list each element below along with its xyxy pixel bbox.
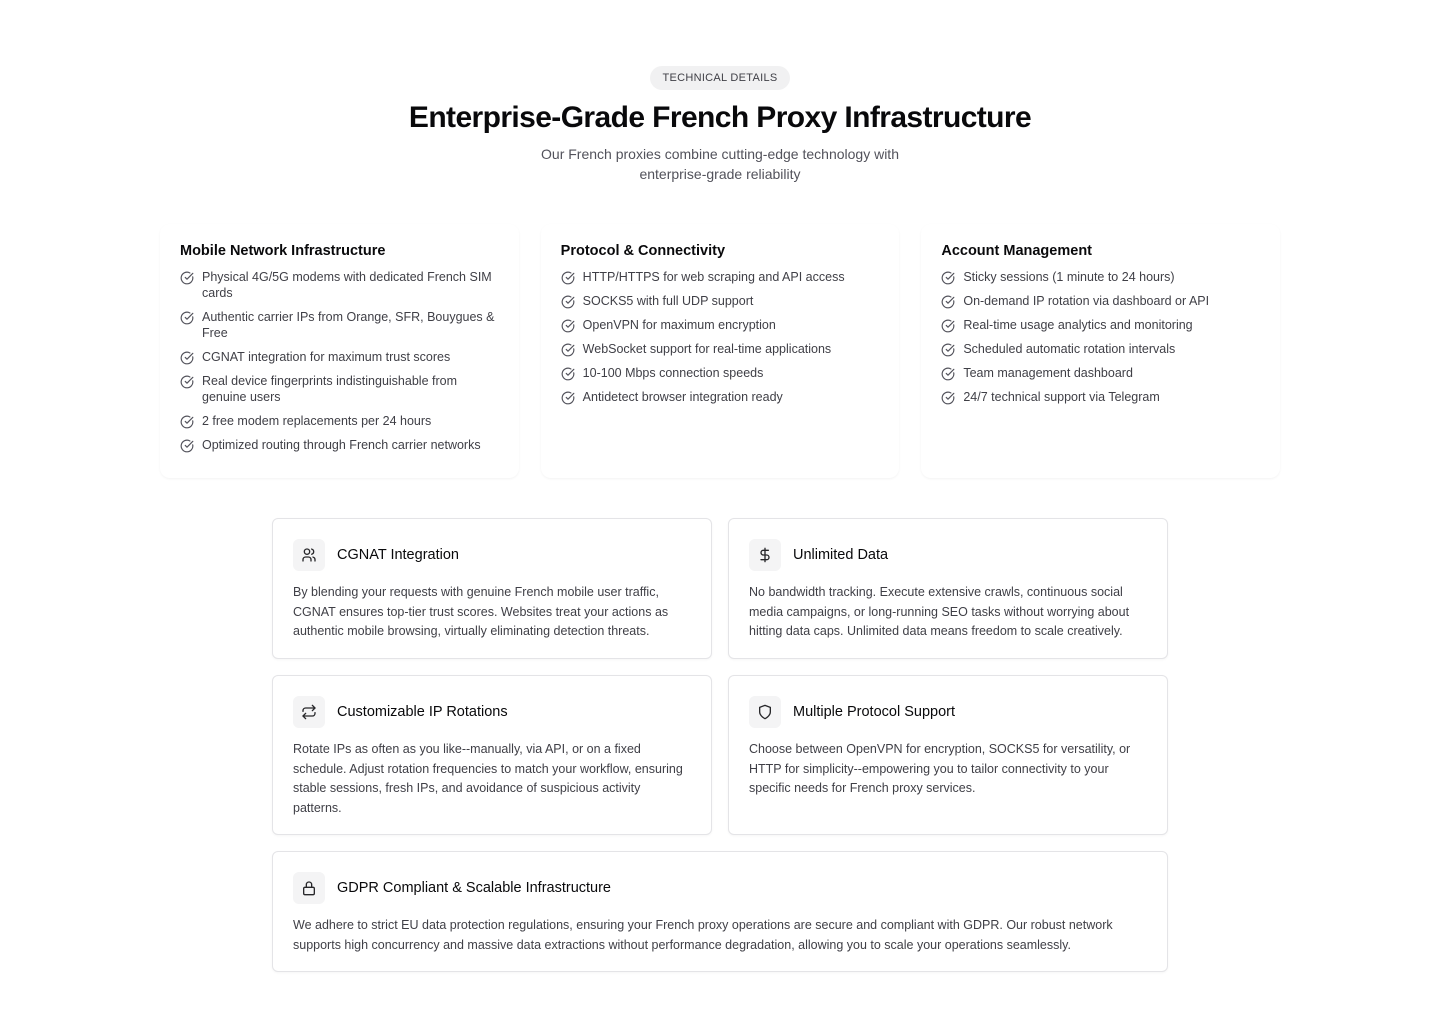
spec-list-item-text: HTTP/HTTPS for web scraping and API access — [582, 270, 845, 284]
feature-card-title: GDPR Compliant & Scalable Infrastructure — [337, 880, 611, 896]
spec-list-item-text: 24/7 technical support via Telegram — [963, 390, 1160, 404]
spec-list-item — [561, 389, 880, 405]
feature-card-description: By blending your requests with genuine French mobile user traffic, CGNAT ensures top-tier trust scores. Websites treat your actions as authentic mobile browsing, virtually eliminating detection threats. — [293, 585, 669, 638]
check-circle-icon — [941, 343, 955, 357]
spec-list-item-text: CGNAT integration for maximum trust scores — [202, 350, 451, 364]
check-circle-icon — [941, 319, 955, 333]
check-circle-icon — [941, 295, 955, 309]
spec-list-item — [180, 309, 499, 341]
feature-card-title: Unlimited Data — [793, 547, 889, 563]
rotate-arrows-icon — [293, 696, 325, 728]
spec-column-mobile-network — [160, 224, 519, 478]
spec-column-title: Mobile Network Infrastructure — [180, 243, 386, 259]
spec-list-item-text: 10-100 Mbps connection speeds — [582, 366, 764, 380]
page-title: Enterprise-Grade French Proxy Infrastructure — [408, 101, 1032, 134]
feature-card-protocol-support — [728, 675, 1168, 835]
spec-list-item-text: Authentic carrier IPs from Orange, SFR, Bouygues & Free — [202, 310, 495, 340]
section-badge: TECHNICAL DETAILS — [650, 66, 789, 90]
spec-list-item-text: Physical 4G/5G modems with dedicated French SIM cards — [202, 270, 492, 300]
spec-list-item — [180, 413, 499, 429]
feature-card-title: CGNAT Integration — [337, 547, 459, 563]
check-circle-icon — [941, 271, 955, 285]
spec-list-item — [941, 365, 1260, 381]
spec-column-account — [921, 224, 1280, 478]
spec-list-item-text: Antidetect browser integration ready — [582, 390, 783, 404]
spec-list-item-text: WebSocket support for real-time applications — [582, 342, 832, 356]
check-circle-icon — [941, 391, 955, 405]
spec-list-item-text: Real-time usage analytics and monitoring — [963, 318, 1193, 332]
spec-list-item — [180, 269, 499, 301]
spec-list-item — [941, 341, 1260, 357]
check-circle-icon — [561, 391, 575, 405]
check-circle-icon — [180, 439, 194, 453]
spec-list-item-text: Team management dashboard — [963, 366, 1133, 380]
feature-card-title: Multiple Protocol Support — [793, 704, 955, 720]
spec-list-item — [561, 317, 880, 333]
check-circle-icon — [561, 319, 575, 333]
check-circle-icon — [561, 343, 575, 357]
check-circle-icon — [180, 415, 194, 429]
spec-list-item — [180, 437, 499, 453]
feature-card-title: Customizable IP Rotations — [337, 704, 508, 720]
spec-list-item — [180, 349, 499, 365]
section-header — [0, 66, 1440, 184]
feature-card-gdpr — [272, 851, 1168, 972]
spec-list-item-text: Real device fingerprints indistinguishable from genuine users — [202, 374, 457, 404]
spec-list — [561, 269, 880, 405]
spec-list-item — [941, 293, 1260, 309]
spec-list-item — [561, 269, 880, 285]
spec-list-item-text: Optimized routing through French carrier networks — [202, 438, 481, 452]
check-circle-icon — [561, 295, 575, 309]
feature-card-description: Choose between OpenVPN for encryption, SOCKS5 for versatility, or HTTP for simplicity--empowering you to tailor connectivity to your specific needs for French proxy services. — [749, 742, 1131, 795]
lock-icon — [293, 872, 325, 904]
spec-column-title: Account Management — [941, 243, 1093, 259]
feature-card-description: Rotate IPs as often as you like--manually, via API, or on a fixed schedule. Adjust rotation frequencies to match your workflow, ensuring stable sessions, fresh IPs, and avoidance of suspicious activity patterns. — [293, 742, 683, 815]
feature-card-ip-rotations — [272, 675, 712, 835]
feature-card-cgnat — [272, 518, 712, 659]
spec-list-item — [561, 365, 880, 381]
feature-card-unlimited-data — [728, 518, 1168, 659]
spec-columns — [160, 224, 1280, 478]
spec-list — [941, 269, 1260, 405]
spec-list-item — [941, 389, 1260, 405]
spec-list-item-text: Scheduled automatic rotation intervals — [963, 342, 1176, 356]
feature-card-description: We adhere to strict EU data protection regulations, ensuring your French proxy operations are secure and compliant with GDPR. Our robust network supports high concurrency and massive data extractions without performance degradation, allowing you to scale your operations seamlessly. — [293, 918, 1113, 952]
check-circle-icon — [180, 271, 194, 285]
spec-list-item-text: Sticky sessions (1 minute to 24 hours) — [963, 270, 1175, 284]
check-circle-icon — [561, 367, 575, 381]
page-subtitle: Our French proxies combine cutting-edge technology with enterprise-grade reliability — [541, 146, 899, 182]
spec-list-item — [941, 317, 1260, 333]
spec-list-item-text: 2 free modem replacements per 24 hours — [202, 414, 432, 428]
users-icon — [293, 539, 325, 571]
check-circle-icon — [180, 375, 194, 389]
spec-list-item — [941, 269, 1260, 285]
check-circle-icon — [180, 351, 194, 365]
spec-list-item — [561, 341, 880, 357]
spec-list-item — [561, 293, 880, 309]
dollar-icon — [749, 539, 781, 571]
spec-list — [180, 269, 499, 453]
spec-list-item — [180, 373, 499, 405]
spec-list-item-text: OpenVPN for maximum encryption — [582, 318, 776, 332]
feature-card-description: No bandwidth tracking. Execute extensive crawls, continuous social media campaigns, or long-running SEO tasks without worrying about hitting data caps. Unlimited data means freedom to scale creatively. — [749, 585, 1130, 638]
check-circle-icon — [180, 311, 194, 325]
check-circle-icon — [941, 367, 955, 381]
shield-icon — [749, 696, 781, 728]
check-circle-icon — [561, 271, 575, 285]
spec-list-item-text: SOCKS5 with full UDP support — [582, 294, 754, 308]
spec-list-item-text: On-demand IP rotation via dashboard or API — [963, 294, 1210, 308]
spec-column-protocol — [541, 224, 900, 478]
spec-column-title: Protocol & Connectivity — [560, 243, 726, 259]
